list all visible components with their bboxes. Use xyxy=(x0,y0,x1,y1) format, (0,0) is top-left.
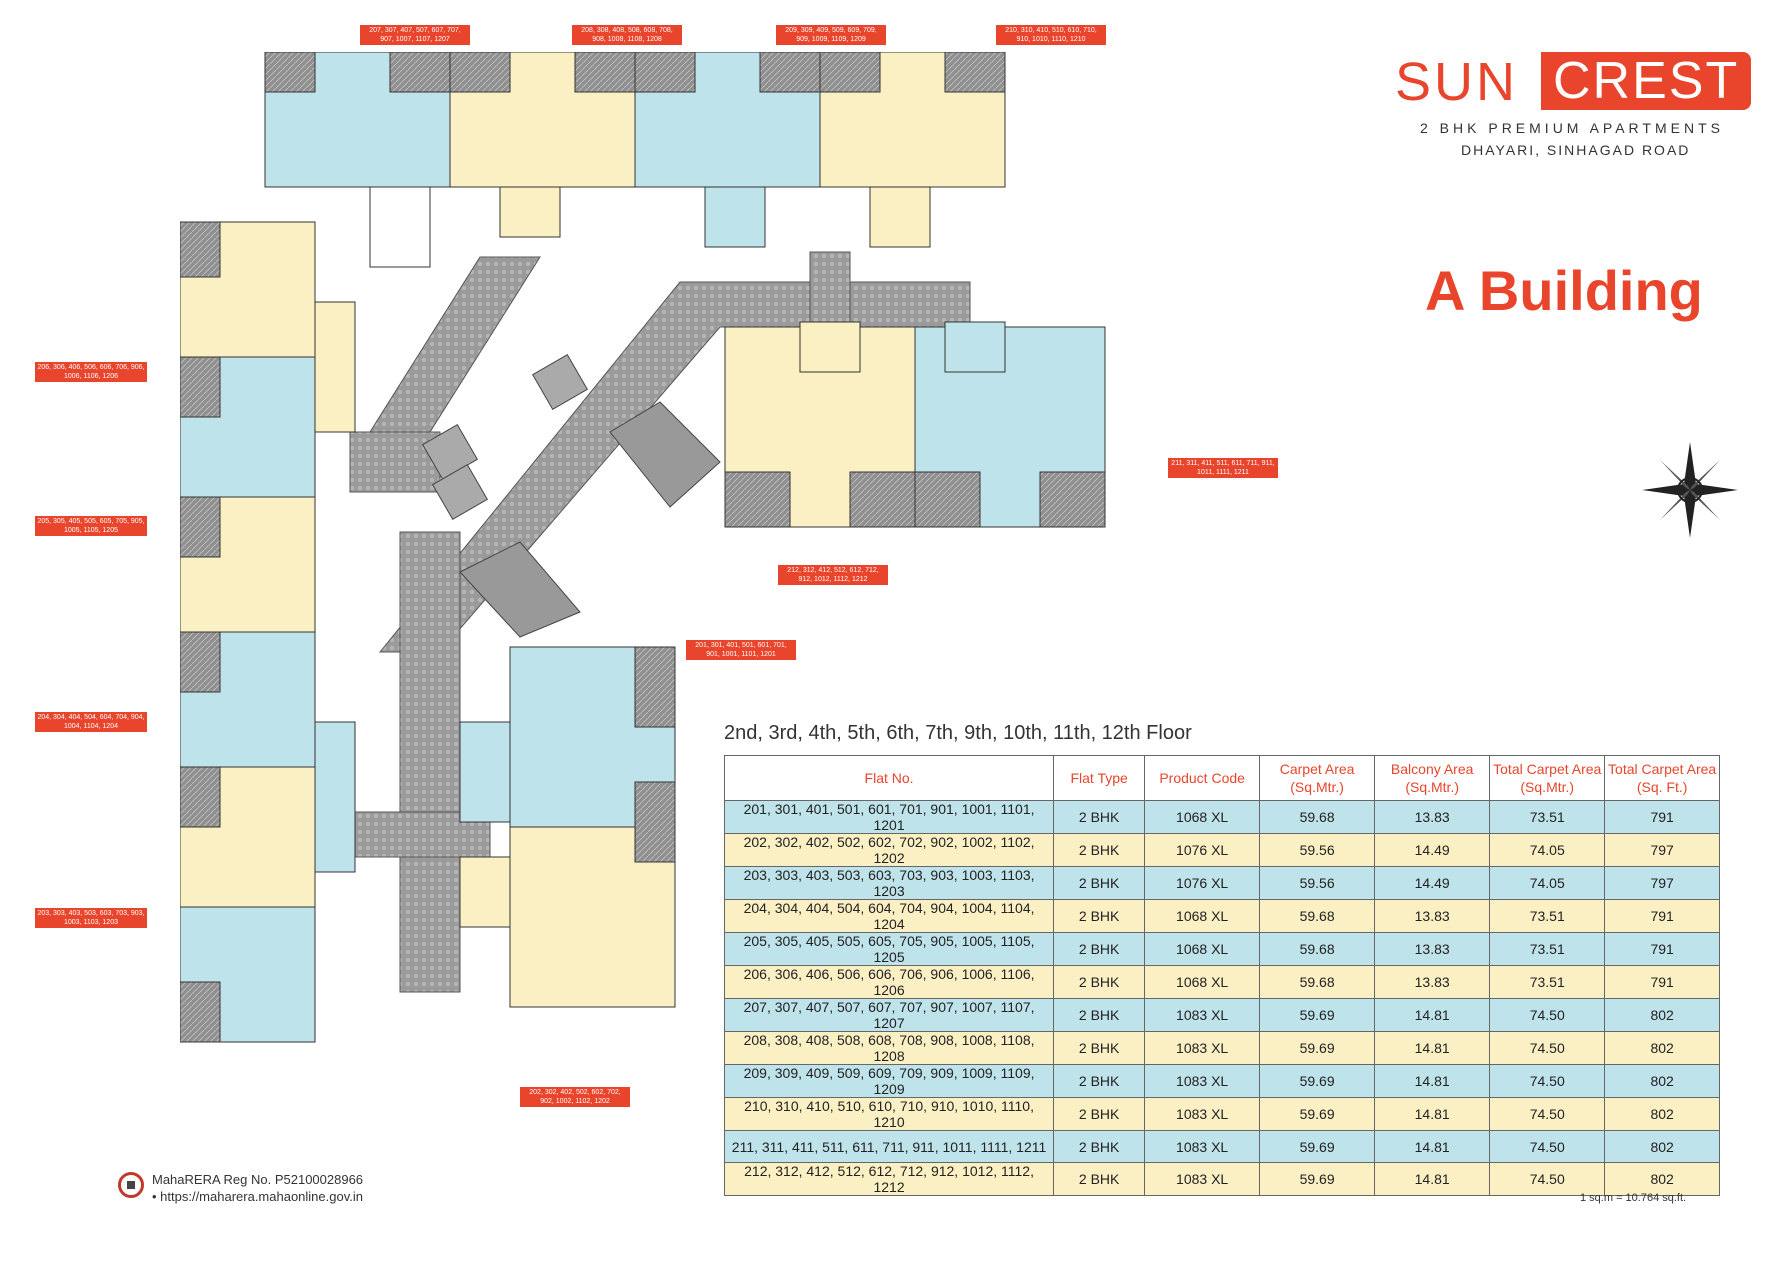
table-cell: 59.69 xyxy=(1260,1065,1375,1098)
table-cell: 1068 XL xyxy=(1145,801,1260,834)
compass-icon xyxy=(1640,440,1740,540)
flat-label-201: 201, 301, 401, 501, 601, 701, 901, 1001, 1101, 1201 xyxy=(686,640,796,660)
table-cell: 14.49 xyxy=(1375,867,1490,900)
table-cell: 211, 311, 411, 511, 611, 711, 911, 1011, 1111, 1211 xyxy=(725,1131,1054,1163)
table-cell: 791 xyxy=(1605,900,1720,933)
table-row xyxy=(725,1163,1720,1196)
flat-label-207: 207, 307, 407, 507, 607, 707, 907, 1007, 1107, 1207 xyxy=(360,25,470,45)
table-cell: 74.05 xyxy=(1490,867,1605,900)
col-flat-type: Flat Type xyxy=(1054,756,1145,801)
table-cell: 74.50 xyxy=(1490,1065,1605,1098)
table-cell: 2 BHK xyxy=(1054,801,1145,834)
table-cell: 74.50 xyxy=(1490,1131,1605,1163)
logo-word-crest: CREST xyxy=(1541,52,1751,110)
building-title: A Building xyxy=(1425,259,1703,322)
table-cell: 14.81 xyxy=(1375,999,1490,1032)
table-cell: 59.56 xyxy=(1260,834,1375,867)
table-cell: 2 BHK xyxy=(1054,1032,1145,1065)
table-cell: 73.51 xyxy=(1490,966,1605,999)
table-cell: 802 xyxy=(1605,1032,1720,1065)
flat-label-203: 203, 303, 403, 503, 603, 703, 903, 1003, 1103, 1203 xyxy=(35,908,147,928)
table-cell: 1076 XL xyxy=(1145,834,1260,867)
table-cell: 791 xyxy=(1605,801,1720,834)
table-cell: 212, 312, 412, 512, 612, 712, 912, 1012, 1112, 1212 xyxy=(725,1163,1054,1196)
table-cell: 202, 302, 402, 502, 602, 702, 902, 1002, 1102, 1202 xyxy=(725,834,1054,867)
suncrest-logo xyxy=(1395,52,1740,162)
table-cell: 802 xyxy=(1605,999,1720,1032)
table-cell: 2 BHK xyxy=(1054,1131,1145,1163)
table-cell: 14.81 xyxy=(1375,1032,1490,1065)
table-cell: 2 BHK xyxy=(1054,933,1145,966)
table-cell: 802 xyxy=(1605,1098,1720,1131)
table-body xyxy=(725,801,1720,1196)
left-units xyxy=(180,222,355,1042)
table-cell: 2 BHK xyxy=(1054,1065,1145,1098)
table-cell: 2 BHK xyxy=(1054,999,1145,1032)
table-cell: 74.50 xyxy=(1490,999,1605,1032)
table-cell: 1068 XL xyxy=(1145,966,1260,999)
floor-heading: 2nd, 3rd, 4th, 5th, 6th, 7th, 9th, 10th, 11th, 12th Floor xyxy=(724,722,1192,744)
conversion-note: 1 sq.m = 10.764 sq.ft. xyxy=(1580,1192,1687,1204)
table-cell: 14.81 xyxy=(1375,1163,1490,1196)
table-cell: 59.69 xyxy=(1260,1131,1375,1163)
flat-label-212: 212, 312, 412, 512, 612, 712, 912, 1012, 1112, 1212 xyxy=(778,565,888,585)
table-cell: 1083 XL xyxy=(1145,1065,1260,1098)
table-cell: 791 xyxy=(1605,933,1720,966)
maharera-logo-icon xyxy=(118,1172,144,1198)
table-cell: 797 xyxy=(1605,834,1720,867)
table-cell: 74.50 xyxy=(1490,1163,1605,1196)
table-cell: 14.81 xyxy=(1375,1065,1490,1098)
area-table xyxy=(724,755,1720,1196)
table-cell: 59.69 xyxy=(1260,1098,1375,1131)
table-cell: 59.69 xyxy=(1260,999,1375,1032)
table-cell: 59.56 xyxy=(1260,867,1375,900)
table-cell: 802 xyxy=(1605,1131,1720,1163)
table-cell: 1083 XL xyxy=(1145,1163,1260,1196)
table-row xyxy=(725,933,1720,966)
col-carpet-area: Carpet Area (Sq.Mtr.) xyxy=(1260,756,1375,801)
table-cell: 797 xyxy=(1605,867,1720,900)
table-cell: 1068 XL xyxy=(1145,900,1260,933)
table-row xyxy=(725,1098,1720,1131)
table-cell: 2 BHK xyxy=(1054,1098,1145,1131)
table-cell: 73.51 xyxy=(1490,801,1605,834)
table-cell: 13.83 xyxy=(1375,801,1490,834)
table-cell: 13.83 xyxy=(1375,900,1490,933)
table-row xyxy=(725,801,1720,834)
col-product-code: Product Code xyxy=(1145,756,1260,801)
table-cell: 1083 XL xyxy=(1145,1032,1260,1065)
table-cell: 59.69 xyxy=(1260,1163,1375,1196)
bottom-units xyxy=(460,647,675,1007)
table-cell: 201, 301, 401, 501, 601, 701, 901, 1001, 1101, 1201 xyxy=(725,801,1054,834)
table-cell: 1083 XL xyxy=(1145,1098,1260,1131)
flat-label-205: 205, 305, 405, 505, 605, 705, 905, 1005, 1105, 1205 xyxy=(35,516,147,536)
table-cell: 203, 303, 403, 503, 603, 703, 903, 1003, 1103, 1203 xyxy=(725,867,1054,900)
table-cell: 14.81 xyxy=(1375,1098,1490,1131)
flat-label-211: 211, 311, 411, 511, 611, 711, 911, 1011, 1111, 1211 xyxy=(1168,458,1278,478)
table-cell: 2 BHK xyxy=(1054,900,1145,933)
logo-location: DHAYARI, SINHAGAD ROAD xyxy=(1461,142,1691,158)
flat-label-210: 210, 310, 410, 510, 610, 710, 910, 1010, 1110, 1210 xyxy=(996,25,1106,45)
right-units xyxy=(725,322,1105,527)
col-total-carpet-sqft: Total Carpet Area (Sq. Ft.) xyxy=(1605,756,1720,801)
rera-reg-number: MahaRERA Reg No. P52100028966 xyxy=(152,1172,364,1187)
table-row xyxy=(725,999,1720,1032)
table-cell: 14.49 xyxy=(1375,834,1490,867)
table-cell: 2 BHK xyxy=(1054,1163,1145,1196)
table-cell: 2 BHK xyxy=(1054,834,1145,867)
table-cell: 802 xyxy=(1605,1163,1720,1196)
flat-label-202: 202, 302, 402, 502, 602, 702, 902, 1002, 1102, 1202 xyxy=(520,1087,630,1107)
table-row xyxy=(725,1065,1720,1098)
table-cell: 59.68 xyxy=(1260,900,1375,933)
table-cell: 210, 310, 410, 510, 610, 710, 910, 1010, 1110, 1210 xyxy=(725,1098,1054,1131)
table-cell: 208, 308, 408, 508, 608, 708, 908, 1008, 1108, 1208 xyxy=(725,1032,1054,1065)
col-balcony-area: Balcony Area (Sq.Mtr.) xyxy=(1375,756,1490,801)
table-cell: 14.81 xyxy=(1375,1131,1490,1163)
flat-label-206: 206, 306, 406, 506, 606, 706, 906, 1006, 1106, 1206 xyxy=(35,362,147,382)
table-cell: 791 xyxy=(1605,966,1720,999)
table-cell: 13.83 xyxy=(1375,966,1490,999)
col-flat-no: Flat No. xyxy=(725,756,1054,801)
table-cell: 1076 XL xyxy=(1145,867,1260,900)
table-cell: 73.51 xyxy=(1490,900,1605,933)
flat-label-208: 208, 308, 408, 508, 608, 708, 908, 1008, 1108, 1208 xyxy=(572,25,682,45)
table-cell: 1083 XL xyxy=(1145,999,1260,1032)
table-cell: 59.68 xyxy=(1260,933,1375,966)
table-row xyxy=(725,1032,1720,1065)
table-cell: 59.68 xyxy=(1260,801,1375,834)
table-cell: 74.05 xyxy=(1490,834,1605,867)
table-cell: 59.69 xyxy=(1260,1032,1375,1065)
logo-word-sun: SUN xyxy=(1395,52,1519,112)
top-units xyxy=(265,52,1005,267)
table-cell: 802 xyxy=(1605,1065,1720,1098)
table-cell: 206, 306, 406, 506, 606, 706, 906, 1006, 1106, 1206 xyxy=(725,966,1054,999)
flat-label-209: 209, 309, 409, 509, 609, 709, 909, 1009, 1109, 1209 xyxy=(776,25,886,45)
table-cell: 13.83 xyxy=(1375,933,1490,966)
rera-url: • https://maharera.mahaonline.gov.in xyxy=(152,1189,363,1204)
table-cell: 205, 305, 405, 505, 605, 705, 905, 1005, 1105, 1205 xyxy=(725,933,1054,966)
col-total-carpet-sqm: Total Carpet Area (Sq.Mtr.) xyxy=(1490,756,1605,801)
rera-info xyxy=(118,1172,398,1212)
table-cell: 207, 307, 407, 507, 607, 707, 907, 1007, 1107, 1207 xyxy=(725,999,1054,1032)
table-row xyxy=(725,966,1720,999)
table-row xyxy=(725,834,1720,867)
table-cell: 1068 XL xyxy=(1145,933,1260,966)
logo-tagline: 2 BHK PREMIUM APARTMENTS xyxy=(1420,120,1724,136)
table-cell: 59.68 xyxy=(1260,966,1375,999)
table-cell: 74.50 xyxy=(1490,1032,1605,1065)
table-row xyxy=(725,900,1720,933)
table-row xyxy=(725,867,1720,900)
table-cell: 209, 309, 409, 509, 609, 709, 909, 1009, 1109, 1209 xyxy=(725,1065,1054,1098)
flat-label-204: 204, 304, 404, 504, 604, 704, 904, 1004, 1104, 1204 xyxy=(35,712,147,732)
table-cell: 1083 XL xyxy=(1145,1131,1260,1163)
table-cell: 73.51 xyxy=(1490,933,1605,966)
table-cell: 204, 304, 404, 504, 604, 704, 904, 1004, 1104, 1204 xyxy=(725,900,1054,933)
table-header-row xyxy=(725,756,1720,801)
table-row xyxy=(725,1131,1720,1163)
table-cell: 74.50 xyxy=(1490,1098,1605,1131)
table-cell: 2 BHK xyxy=(1054,966,1145,999)
table-cell: 2 BHK xyxy=(1054,867,1145,900)
